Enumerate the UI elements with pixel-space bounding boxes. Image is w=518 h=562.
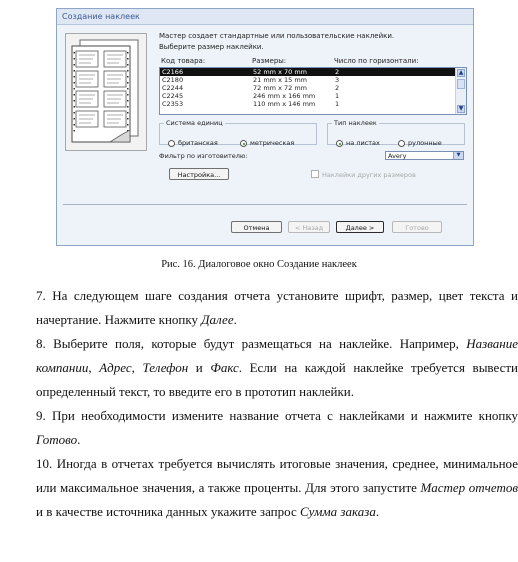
column-header-across: Число по горизонтали:: [334, 57, 419, 65]
divider: [63, 204, 467, 205]
paragraph-10: 10. Иногда в отчетах требуется вычислять итоговые значения, среднее, минимальное или максимальное значения, а также проценты. Для этого запустите Мастер отчетов и в качестве источника данных укажите запрос Сумма заказа.: [36, 456, 518, 519]
label-type-group: [327, 119, 465, 145]
list-item[interactable]: C2180 21 mm x 15 mm 3: [162, 76, 340, 84]
next-button[interactable]: Далее >: [336, 221, 384, 233]
paragraph-8: 8. Выберите поля, которые будут размещаться на наклейке. Например, Название компании, Адрес, Телефон и Факс. Если на каждой наклейке требуется вывести определенный текст, то введите его в прототип наклейки.: [36, 336, 518, 399]
column-header-code: Код товара:: [161, 57, 206, 65]
back-button[interactable]: < Назад: [288, 221, 330, 233]
cancel-button[interactable]: Отмена: [231, 221, 282, 233]
finish-button[interactable]: Готово: [392, 221, 442, 233]
units-legend: Система единиц: [166, 119, 223, 127]
label-type-legend: Тип наклеек: [334, 119, 377, 127]
column-header-size: Размеры:: [252, 57, 287, 65]
dialog-title: Создание наклеек: [57, 9, 473, 25]
label-wizard-dialog: [56, 8, 474, 246]
paragraph-7: 7. На следующем шаге создания отчета установите шрифт, размер, цвет текста и начертание. Нажмите кнопку Далее.: [36, 288, 518, 327]
manufacturer-filter-label: Фильтр по изготовителю:: [159, 152, 248, 160]
label-size-list[interactable]: [159, 67, 467, 115]
unit-british-radio[interactable]: британская: [168, 139, 218, 147]
scroll-up-icon[interactable]: ▲: [458, 69, 464, 76]
figure-caption: Рис. 16. Диалоговое окно Создание наклеек: [161, 259, 357, 270]
radio-icon: [398, 140, 405, 147]
list-item[interactable]: C2244 72 mm x 72 mm 2: [162, 84, 340, 92]
list-item[interactable]: C2245 246 mm x 166 mm 1: [162, 92, 340, 100]
units-group: [159, 119, 317, 145]
type-sheets-radio[interactable]: на листах: [336, 139, 380, 147]
list-scrollbar[interactable]: [455, 68, 466, 114]
scroll-thumb[interactable]: [457, 79, 465, 89]
radio-selected-icon: [240, 140, 247, 147]
customize-button[interactable]: Настройка...: [169, 168, 229, 180]
type-roll-radio[interactable]: рулонные: [398, 139, 442, 147]
chevron-down-icon[interactable]: ▼: [453, 152, 463, 159]
list-item[interactable]: C2166 52 mm x 70 mm 2: [160, 68, 466, 76]
paragraph-9: 9. При необходимости измените название отчета с наклейками и нажмите кнопку Готово.: [36, 408, 518, 447]
label-illustration: [65, 33, 147, 151]
other-sizes-checkbox[interactable]: Наклейки других размеров: [311, 170, 416, 179]
manufacturer-filter-select[interactable]: Avery ▼: [385, 151, 464, 160]
wizard-intro: Мастер создает стандартные или пользовательские наклейки.: [159, 32, 395, 40]
unit-metric-radio[interactable]: метрическая: [240, 139, 294, 147]
list-item[interactable]: C2353 110 mm x 146 mm 1: [162, 100, 340, 108]
radio-selected-icon: [336, 140, 343, 147]
radio-icon: [168, 140, 175, 147]
scroll-down-icon[interactable]: ▼: [458, 105, 464, 112]
wizard-instruction: Выберите размер наклейки.: [159, 43, 264, 51]
checkbox-icon: [311, 170, 319, 178]
